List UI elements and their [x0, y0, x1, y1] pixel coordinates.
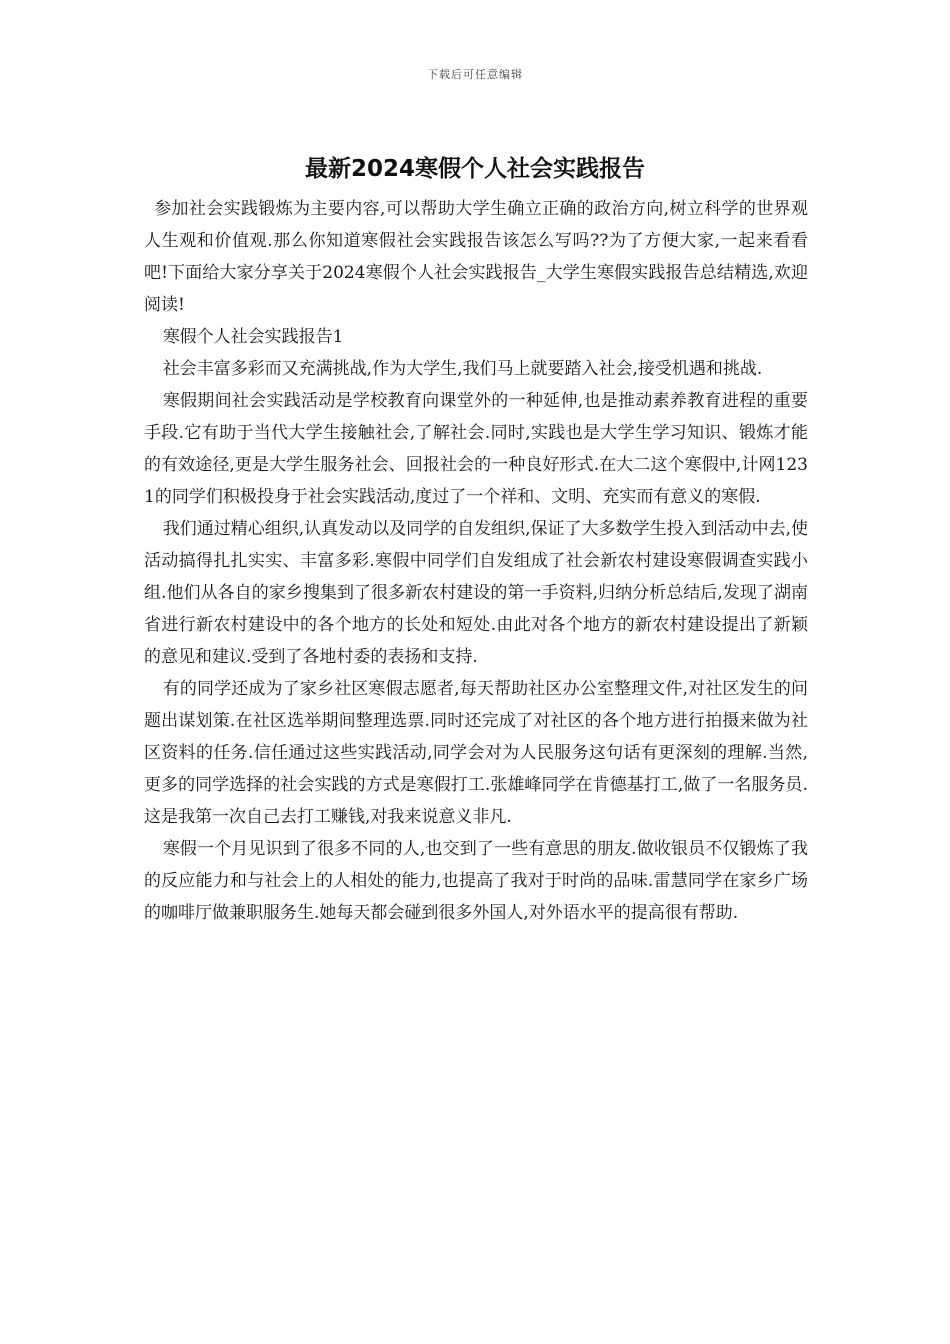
- document-body: [144, 193, 808, 929]
- paragraph: 寒假一个月见识到了很多不同的人,也交到了一些有意思的朋友.做收银员不仅锻炼了我的反应能力和与社会上的人相处的能力,也提高了我对于时尚的品味.雷慧同学在家乡广场的咖啡厅做兼职服务生.她每天都会碰到很多外国人,对外语水平的提高很有帮助.: [144, 839, 808, 923]
- section-heading: 寒假个人社会实践报告1: [162, 327, 344, 347]
- paragraph: 有的同学还成为了家乡社区寒假志愿者,每天帮助社区办公室整理文件,对社区发生的问题出谋划策.在社区选举期间整理选票.同时还完成了对社区的各个地方进行拍摄来做为社区资料的任务.信任通过这些实践活动,同学会对为人民服务这句话有更深刻的理解.当然,更多的同学选择的社会实践的方式是寒假打工.张雄峰同学在肯德基打工,做了一名服务员.这是我第一次自己去打工赚钱,对我来说意义非凡.: [144, 679, 808, 827]
- header-note: 下载后可任意编辑: [427, 68, 523, 81]
- paragraph-intro: 参加社会实践锻炼为主要内容,可以帮助大学生确立正确的政治方向,树立科学的世界观人生观和价值观.那么你知道寒假社会实践报告该怎么写吗??为了方便大家,一起来看看吧!下面给大家分享关于2024寒假个人社会实践报告_大学生寒假实践报告总结精选,欢迎阅读!: [144, 199, 808, 315]
- paragraph: 寒假期间社会实践活动是学校教育向课堂外的一种延伸,也是推动素养教育进程的重要手段.它有助于当代大学生接触社会,了解社会.同时,实践也是大学生学习知识、锻炼才能的有效途径,更是大学生服务社会、回报社会的一种良好形式.在大二这个寒假中,计网1231的同学们积极投身于社会实践活动,度过了一个祥和、文明、充实而有意义的寒假.: [144, 391, 808, 507]
- document-title: 最新2024寒假个人社会实践报告: [304, 156, 645, 182]
- paragraph: 社会丰富多彩而又充满挑战,作为大学生,我们马上就要踏入社会,接受机遇和挑战.: [162, 359, 763, 379]
- paragraph: 我们通过精心组织,认真发动以及同学的自发组织,保证了大多数学生投入到活动中去,使活动搞得扎扎实实、丰富多彩.寒假中同学们自发组成了社会新农村建设寒假调查实践小组.他们从各自的家乡搜集到了很多新农村建设的第一手资料,归纳分析总结后,发现了湖南省进行新农村建设中的各个地方的长处和短处.由此对各个地方的新农村建设提出了新颖的意见和建议.受到了各地村委的表扬和支持.: [144, 519, 808, 667]
